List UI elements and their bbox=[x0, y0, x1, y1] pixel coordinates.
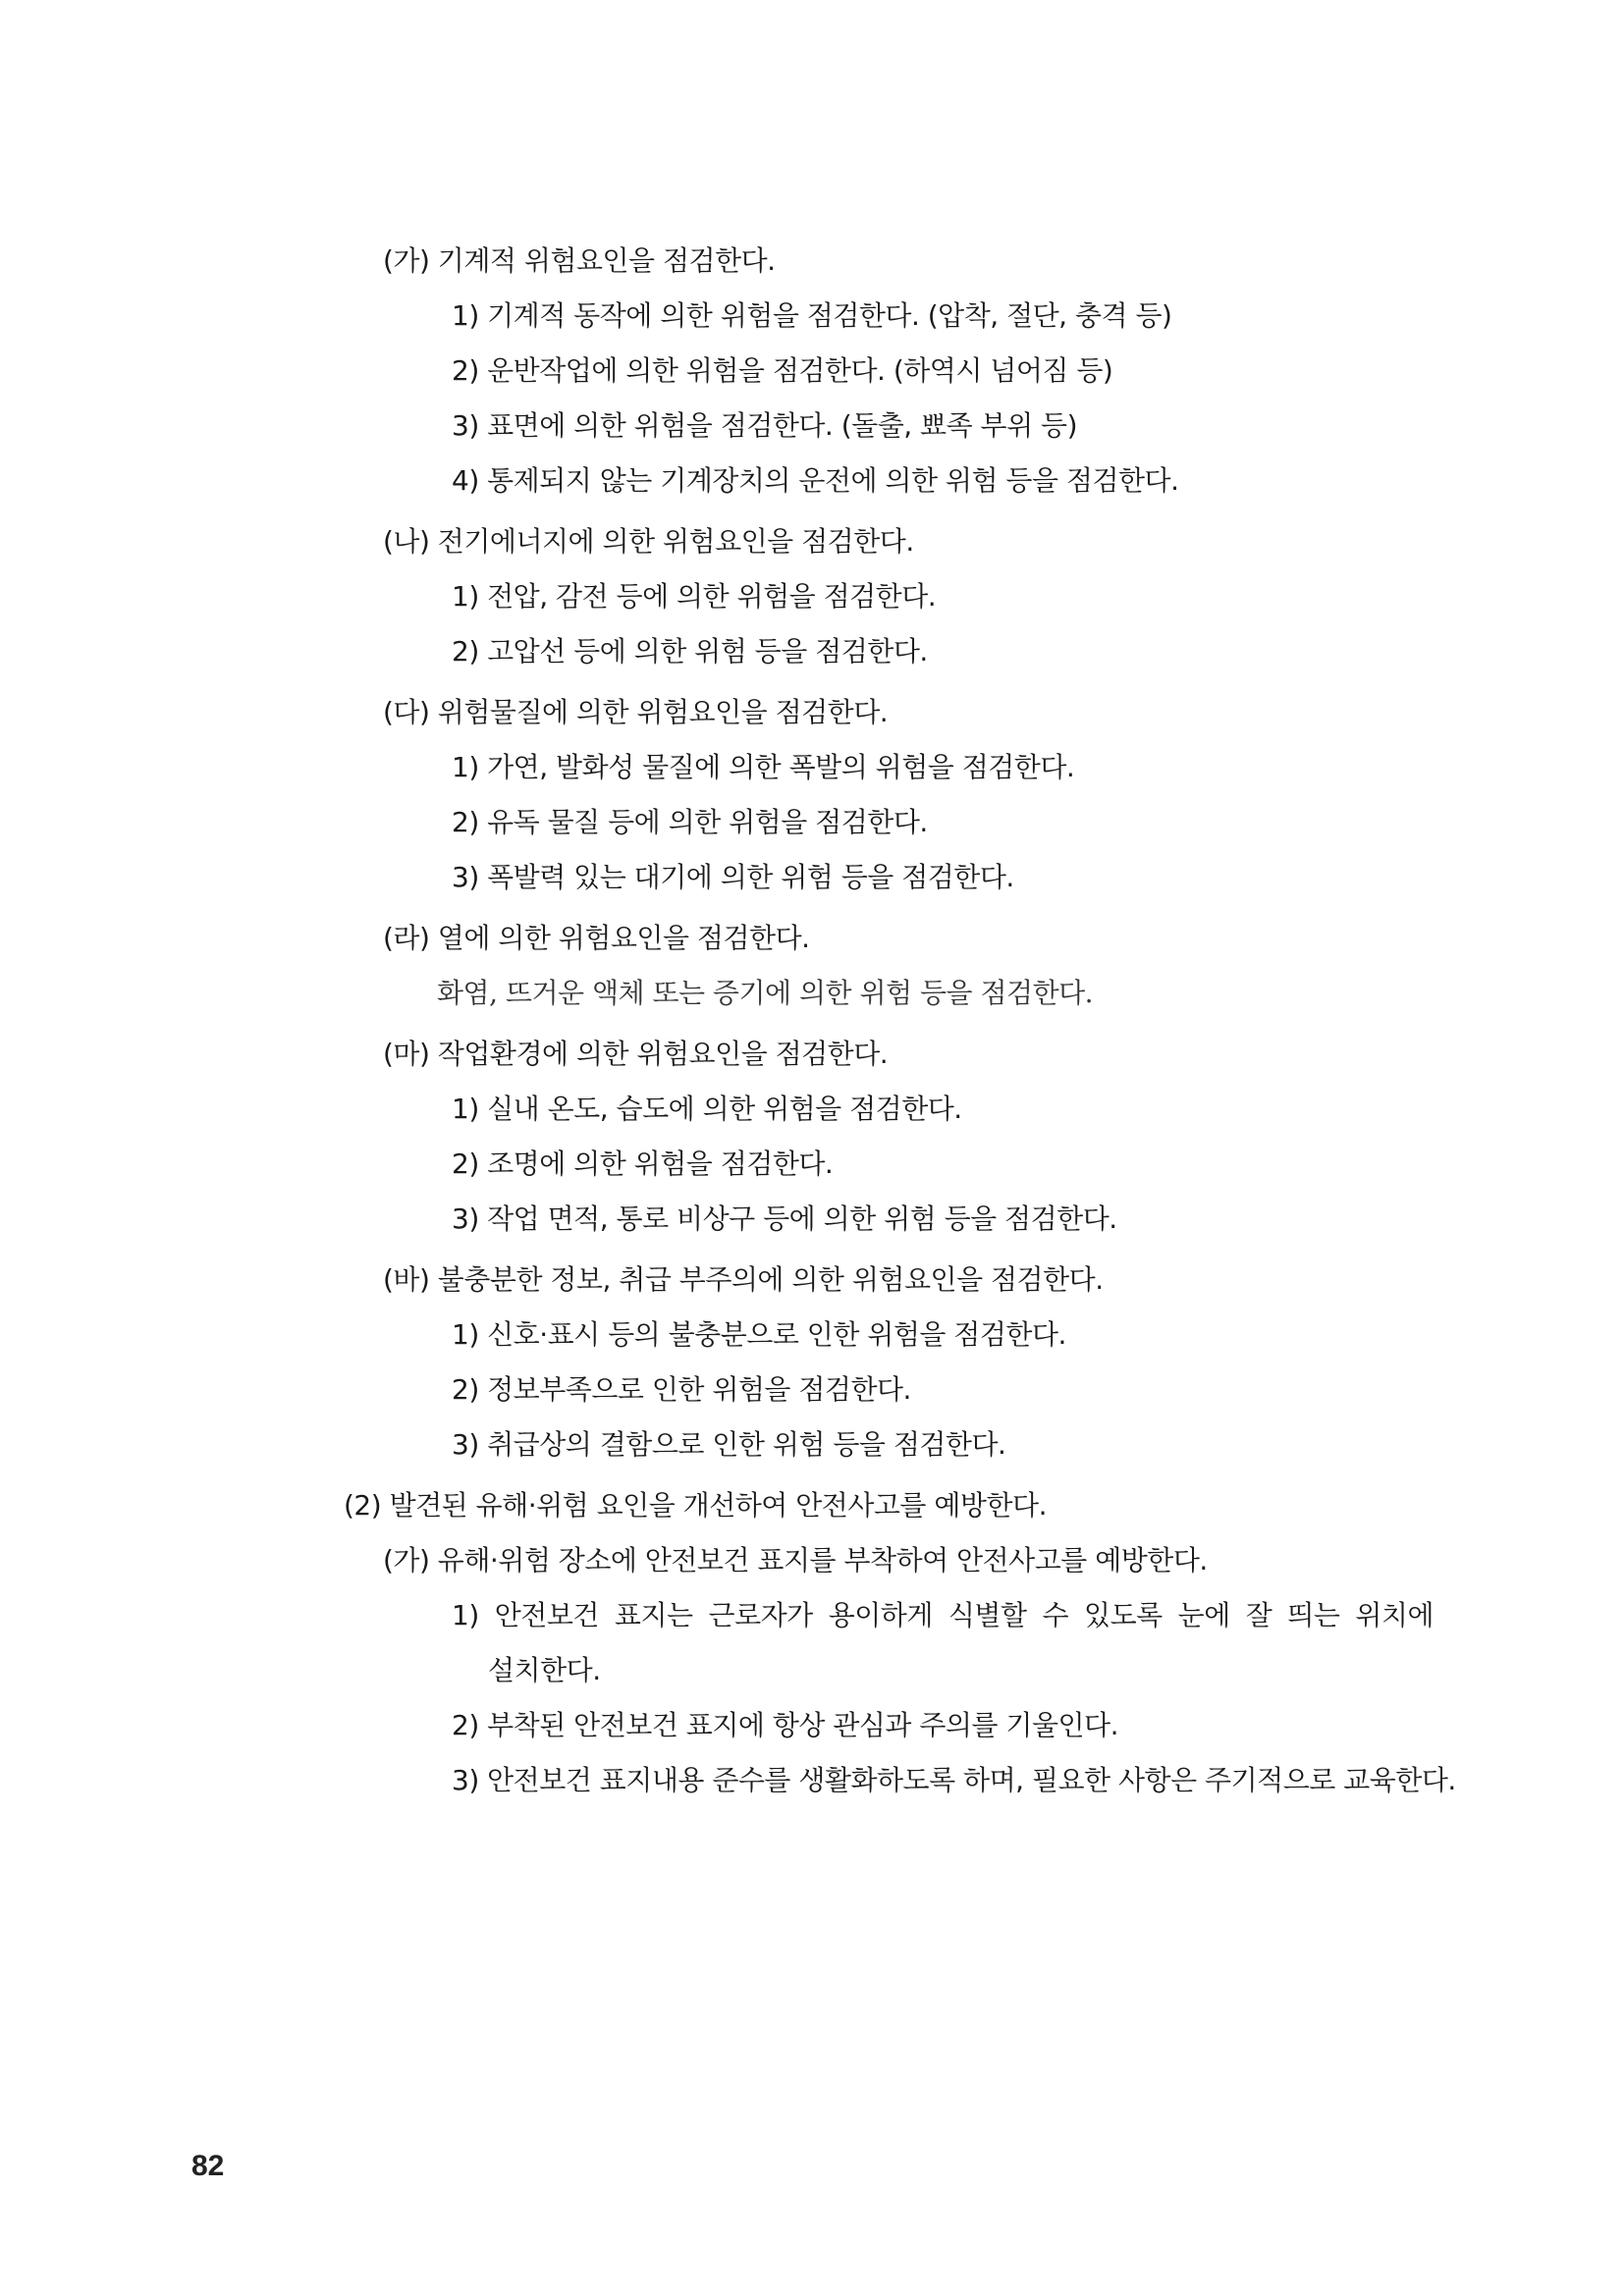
section-2-ga-item-2: 2) 부착된 안전보건 표지에 항상 관심과 주의를 기울인다. bbox=[452, 1709, 1118, 1741]
section-da-item: 1) 가연, 발화성 물질에 의한 폭발의 위험을 점검한다. bbox=[452, 751, 1075, 783]
section-ra-heading: (라) 열에 의한 위험요인을 점검한다. bbox=[383, 922, 810, 954]
section-na-item: 2) 고압선 등에 의한 위험 등을 점검한다. bbox=[452, 635, 928, 667]
page-content bbox=[0, 234, 1624, 1808]
section-ra-note: 화염, 뜨거운 액체 또는 증기에 의한 위험 등을 점검한다. bbox=[437, 977, 1094, 1009]
section-2-heading: (2) 발견된 유해·위험 요인을 개선하여 안전사고를 예방한다. bbox=[344, 1489, 1047, 1522]
section-ba-item: 1) 신호·표시 등의 불충분으로 인한 위험을 점검한다. bbox=[452, 1318, 1066, 1351]
section-ga-item: 2) 운반작업에 의한 위험을 점검한다. (하역시 넘어짐 등) bbox=[452, 354, 1113, 387]
section-2-ga-item-1-line-1: 1) 안전보건 표지는 근로자가 용이하게 식별할 수 있도록 눈에 잘 띄는 위치에 bbox=[452, 1599, 1434, 1631]
page-number: 82 bbox=[191, 2150, 225, 2182]
section-da-item: 2) 유독 물질 등에 의한 위험을 점검한다. bbox=[452, 806, 928, 838]
section-ga-item: 1) 기계적 동작에 의한 위험을 점검한다. (압착, 절단, 충격 등) bbox=[452, 299, 1172, 332]
section-2-ga-item-3: 3) 안전보건 표지내용 준수를 생활화하도록 하며, 필요한 사항은 주기적으로 교육한다. bbox=[452, 1764, 1456, 1796]
section-na-heading: (나) 전기에너지에 의한 위험요인을 점검한다. bbox=[383, 525, 914, 558]
section-ba-item: 3) 취급상의 결함으로 인한 위험 등을 점검한다. bbox=[452, 1428, 1006, 1461]
section-da-heading: (다) 위험물질에 의한 위험요인을 점검한다. bbox=[383, 696, 889, 728]
section-ga-item: 4) 통제되지 않는 기계장치의 운전에 의한 위험 등을 점검한다. bbox=[452, 464, 1179, 497]
section-ma-item: 1) 실내 온도, 습도에 의한 위험을 점검한다. bbox=[452, 1093, 962, 1125]
section-na-item: 1) 전압, 감전 등에 의한 위험을 점검한다. bbox=[452, 580, 937, 613]
section-ma-item: 3) 작업 면적, 통로 비상구 등에 의한 위험 등을 점검한다. bbox=[452, 1202, 1117, 1235]
section-ma-item: 2) 조명에 의한 위험을 점검한다. bbox=[452, 1148, 834, 1180]
section-ba-item: 2) 정보부족으로 인한 위험을 점검한다. bbox=[452, 1373, 911, 1406]
section-ga-item: 3) 표면에 의한 위험을 점검한다. (돌출, 뾰족 부위 등) bbox=[452, 409, 1078, 442]
section-2-ga-heading: (가) 유해·위험 장소에 안전보건 표지를 부착하여 안전사고를 예방한다. bbox=[383, 1544, 1208, 1576]
section-ba-heading: (바) 불충분한 정보, 취급 부주의에 의한 위험요인을 점검한다. bbox=[383, 1263, 1104, 1296]
section-ma-heading: (마) 작업환경에 의한 위험요인을 점검한다. bbox=[383, 1038, 889, 1070]
section-ga-heading: (가) 기계적 위험요인을 점검한다. bbox=[383, 244, 776, 277]
section-2-ga-item-1-line-2: 설치한다. bbox=[488, 1654, 601, 1686]
section-da-item: 3) 폭발력 있는 대기에 의한 위험 등을 점검한다. bbox=[452, 861, 1014, 893]
